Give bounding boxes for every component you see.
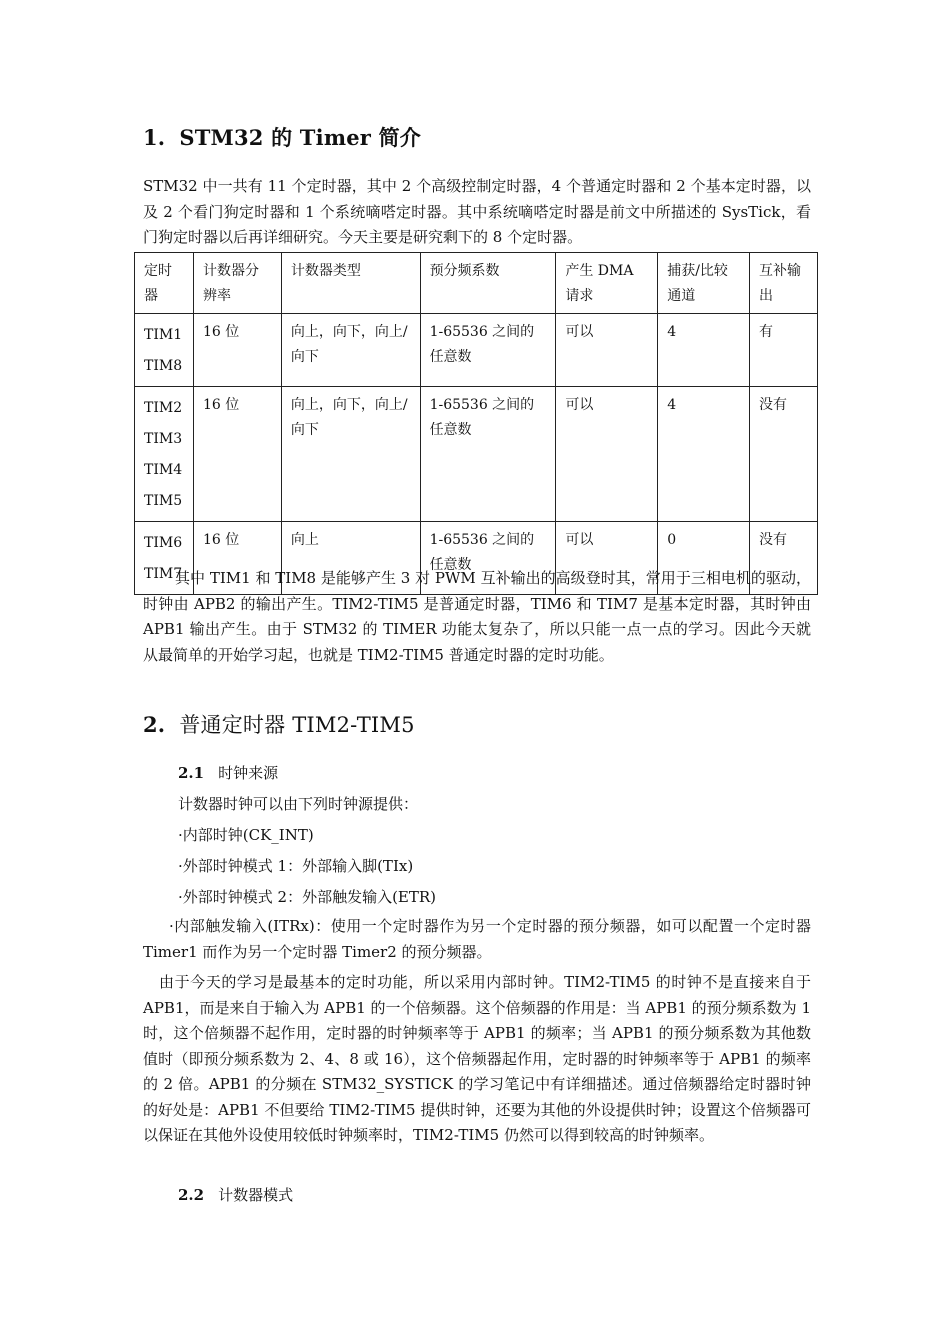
timer-name: TIM6	[144, 535, 183, 551]
timer-name: TIM4	[144, 462, 183, 478]
table-row	[135, 387, 818, 522]
clock-source-item-itrx: ·内部触发输入(ITRx)：使用一个定时器作为另一个定时器的预分频器，如可以配置一个定时器 Timer1 而作为另一个定时器 Timer2 的预分频器。	[143, 917, 811, 961]
counter-type-cell: 向上	[281, 522, 420, 595]
subsection-2-2-title: 计数器模式	[218, 1186, 294, 1204]
resolution-cell: 16 位	[193, 314, 281, 387]
complementary-cell: 有	[750, 314, 818, 387]
table-row	[135, 314, 818, 387]
subsection-2-1-heading	[178, 762, 278, 783]
complementary-cell: 没有	[750, 522, 818, 595]
timer-name: TIM3	[144, 431, 183, 447]
timer-name: TIM8	[144, 358, 183, 374]
section-2-title: 普通定时器 TIM2-TIM5	[179, 713, 415, 737]
header-cell: 计数器分辨率	[193, 253, 281, 314]
header-cell: 预分频系数	[420, 253, 556, 314]
header-cell: 捕获/比较通道	[658, 253, 750, 314]
timer-name: TIM5	[144, 493, 183, 509]
dma-cell: 可以	[556, 387, 658, 522]
counter-type-cell: 向上，向下，向上/向下	[281, 387, 420, 522]
timer-name: TIM1	[144, 327, 183, 343]
clock-source-item: ·外部时钟模式 2：外部触发输入(ETR)	[178, 888, 437, 906]
subsection-2-1-title: 时钟来源	[218, 764, 279, 782]
section-2-number: 2.	[143, 712, 166, 737]
section-1-title: STM32 的 Timer 简介	[179, 125, 421, 150]
channels-cell: 0	[658, 522, 750, 595]
channels-cell: 4	[658, 387, 750, 522]
resolution-cell: 16 位	[193, 522, 281, 595]
timer-name-cell	[135, 314, 194, 387]
clock-source-item: ·内部时钟(CK_INT)	[178, 826, 314, 844]
prescaler-cell: 1-65536 之间的任意数	[420, 314, 556, 387]
subsection-2-2-number: 2.2	[178, 1186, 205, 1204]
section-1-heading	[143, 122, 421, 152]
section-1-number: 1.	[143, 125, 166, 150]
counter-type-cell: 向上，向下，向上/向下	[281, 314, 420, 387]
section-2-heading	[143, 709, 415, 739]
subsection-2-2-heading	[178, 1184, 293, 1205]
header-cell: 计数器类型	[281, 253, 420, 314]
header-cell: 产生 DMA 请求	[556, 253, 658, 314]
header-cell: 互补输出	[750, 253, 818, 314]
dma-cell: 可以	[556, 314, 658, 387]
section-1-intro: STM32 中一共有 11 个定时器，其中 2 个高级控制定时器，4 个普通定时器和 2 个基本定时器，以及 2 个看门狗定时器和 1 个系统嘀嗒定时器。其中系统嘀嗒定时器是前文中所描述的 SysTick，看门狗定时器以后再详细研究。今天主要是研究剩下的 8 个定时器。	[143, 177, 811, 246]
header-cell: 定时器	[135, 253, 194, 314]
clock-source-body: 由于今天的学习是最基本的定时功能，所以采用内部时钟。TIM2-TIM5 的时钟不是直接来自于 APB1，而是来自于输入为 APB1 的一个倍频器。这个倍频器的作用是：当 APB1 的预分频系数为 1 时，这个倍频器不起作用，定时器的时钟频率等于 APB1 的频率；当 APB1 的预分频系数为其他数值时（即预分频系数为 2、4、8 或 16），这个倍频器起作用，定时器的时钟频率等于 APB1 的频率的 2 倍。APB1 的分频在 STM32_SYSTICK 的学习笔记中有详细描述。通过倍频器给定时器时钟的好处是：APB1 不但要给 TIM2-TIM5 提供时钟，还要为其他的外设提供时钟；设置这个倍频器可以保证在其他外设使用较低时钟频率时，TIM2-TIM5 仍然可以得到较高的时钟频率。	[143, 973, 811, 1144]
timer-name-cell	[135, 387, 194, 522]
dma-cell: 可以	[556, 522, 658, 595]
clock-source-lead: 计数器时钟可以由下列时钟源提供：	[178, 795, 419, 813]
resolution-cell: 16 位	[193, 387, 281, 522]
subsection-2-1-number: 2.1	[178, 764, 205, 782]
complementary-cell: 没有	[750, 387, 818, 522]
table-header-row	[135, 253, 818, 314]
channels-cell: 4	[658, 314, 750, 387]
timer-name: TIM7	[144, 566, 183, 582]
section-1-after-table: 其中 TIM1 和 TIM8 是能够产生 3 对 PWM 互补输出的高级登时其，常用于三相电机的驱动，时钟由 APB2 的输出产生。TIM2-TIM5 是普通定时器，TIM6 和 TIM7 是基本定时器，其时钟由 APB1 输出产生。由于 STM32 的 TIMER 功能太复杂了，所以只能一点一点的学习。因此今天就从最简单的开始学习起，也就是 TIM2-TIM5 普通定时器的定时功能。	[143, 569, 811, 664]
timer-comparison-table	[134, 252, 818, 595]
timer-name: TIM2	[144, 400, 183, 416]
prescaler-cell: 1-65536 之间的任意数	[420, 522, 556, 595]
clock-source-item: ·外部时钟模式 1：外部输入脚(TIx)	[178, 857, 414, 875]
prescaler-cell: 1-65536 之间的任意数	[420, 387, 556, 522]
